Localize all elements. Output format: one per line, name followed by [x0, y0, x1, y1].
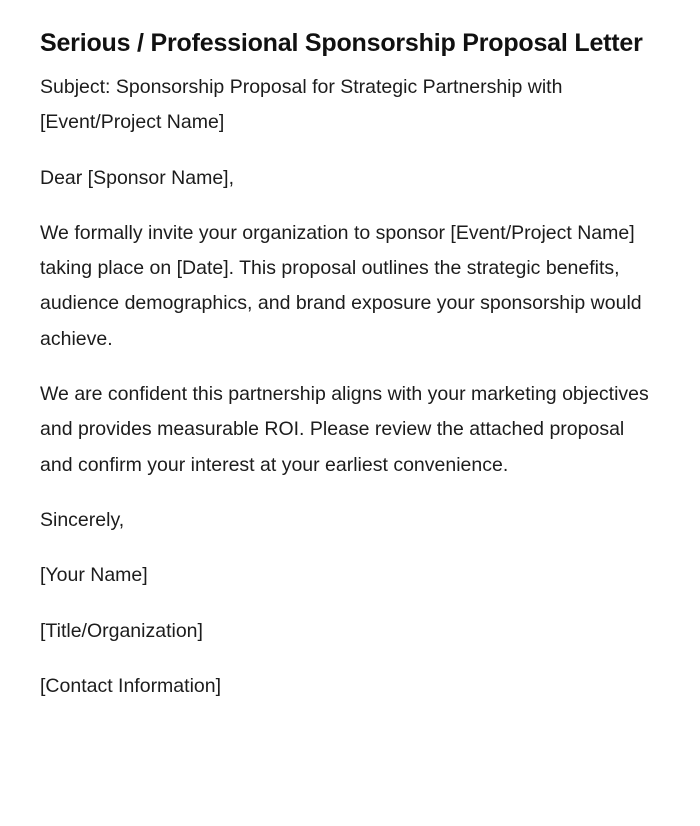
- document-title: Serious / Professional Sponsorship Proposal Letter: [40, 29, 643, 57]
- signature-title: [Title/Organization]: [40, 619, 203, 642]
- salutation: Dear [Sponsor Name],: [40, 166, 235, 189]
- signature-name: [Your Name]: [40, 564, 148, 587]
- closing: Sincerely,: [40, 508, 125, 531]
- signature-contact: [Contact Information]: [40, 674, 222, 697]
- body-paragraph-confidence: We are confident this partnership aligns with your marketing objectives and provides measurable ROI. Please review the attached proposal and confirm your interest at your earliest convenience.: [40, 383, 649, 476]
- body-paragraph-invitation: We formally invite your organization to sponsor [Event/Project Name] taking place on [Date]. This proposal outlines the strategic benefits, audience demographics, and brand exposure your sponsorship would achieve.: [40, 221, 642, 350]
- subject-line: Subject: Sponsorship Proposal for Strategic Partnership with [Event/Project Name]: [40, 76, 563, 134]
